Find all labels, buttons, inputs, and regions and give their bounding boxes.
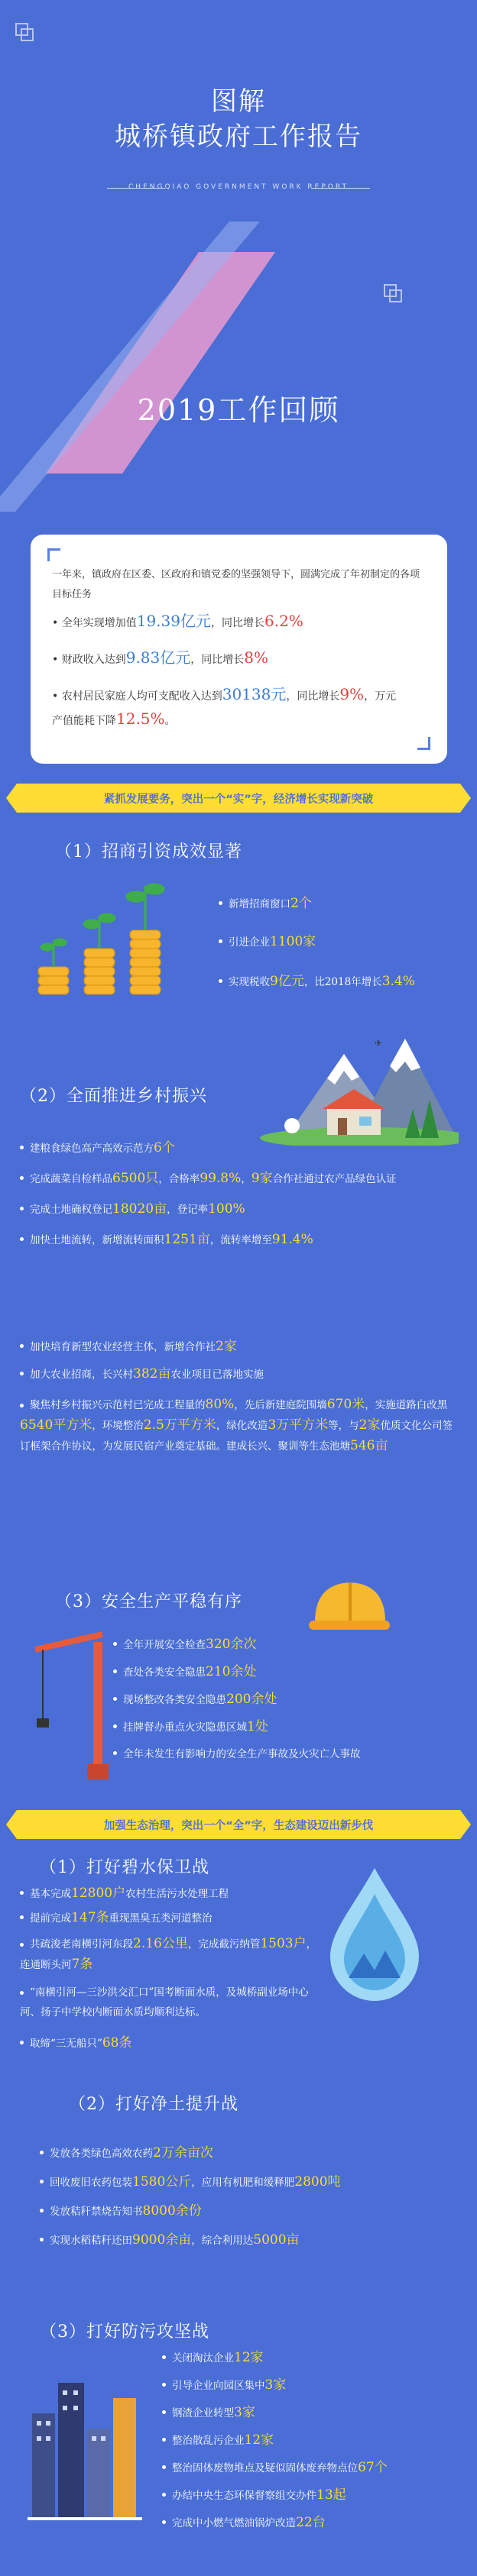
list-item: 引导企业向园区集中3家: [162, 2377, 286, 2394]
quote-mark-icon: [417, 737, 430, 750]
summary-line-2: • 财政收入达到9.83亿元，同比增长8%: [52, 648, 268, 667]
section-title-soil: （2）打好净土提升战: [69, 2095, 238, 2114]
list-item: 整治固体废物堆点及疑似固体废弃物点位67个: [162, 2459, 388, 2477]
quote-mark-icon: [47, 548, 60, 561]
list-item: “南横引河—三沙洪交汇口”国考断面水质，及城桥副业场中心河、扬子中学校内断面水质均顺利达标。: [20, 1986, 309, 2018]
list-item: 发放各类绿色高效农药2万余亩次: [40, 2145, 213, 2162]
list-item: 建粮食绿色高产高效示范方6个: [20, 1139, 175, 1157]
summary-card: [31, 535, 447, 764]
summary-intro: 一年来，镇政府在区委、区政府和镇党委的坚强领导下，圆满完成了年初制定的各项目标任务: [52, 569, 420, 600]
list-item: 基本完成12800户农村生活污水处理工程: [20, 1885, 229, 1902]
summary-line-1: • 全年实现增加值19.39亿元，同比增长6.2%: [52, 612, 303, 630]
list-item: 加快土地流转，新增流转面积1251亩，流转率增至91.4%: [20, 1231, 313, 1249]
list-item: 新增招商窗口2个: [219, 895, 312, 913]
list-item: 全年未发生有影响力的安全生产事故及火灾亡人事故: [113, 1746, 361, 1763]
city-buildings-icon: [28, 2368, 142, 2520]
year-review-title: 2019工作回顾: [137, 393, 340, 427]
list-item: 提前完成147条重现黑臭五类河道整治: [20, 1909, 212, 1927]
list-item: 完成蔬菜自检样品6500只，合格率99.8%，9家合作社通过农产品绿色认证: [20, 1170, 397, 1188]
list-item: 整治散乱污企业12家: [162, 2432, 274, 2449]
mountain-village-icon: [237, 1023, 459, 1146]
corner-decoration-icon: [15, 23, 32, 40]
list-item: 取缔“三无船只”68条: [20, 2035, 131, 2052]
list-item: 回收废旧农药包装1580公斤，应用有机肥和缓释肥2800吨: [40, 2174, 341, 2191]
list-item: 挂牌督办重点火灾隐患区域1处: [113, 1718, 268, 1736]
list-item: 引进企业1100家: [219, 933, 316, 951]
diagonal-stripes-decoration: [0, 221, 477, 512]
summary-line-3: • 农村居民家庭人均可支配收入达到30138元，同比增长9%，万元: [52, 685, 397, 703]
list-item: 实现水稻秸秆还田9000余亩，综合利用达5000亩: [40, 2232, 300, 2249]
svg-text:✈: ✈: [375, 1038, 383, 1049]
list-item: 发放秸秆禁烧告知书8000余份: [40, 2203, 202, 2220]
crane-icon: [28, 1627, 112, 1779]
list-item: 全年开展安全检查320余次: [113, 1636, 256, 1653]
list-item: 完成中小燃气燃油锅炉改造22台: [162, 2514, 326, 2532]
list-item: 完成土地确权登记18020亩，登记率100%: [20, 1201, 245, 1218]
list-item: 加大农业招商，长兴村382亩农业项目已落地实施: [20, 1366, 264, 1383]
page-title-line2: 城桥镇政府工作报告: [115, 121, 362, 152]
list-item: 现场整改各类安全隐患200余处: [113, 1691, 277, 1708]
list-item: 加快培育新型农业经营主体，新增合作社2家: [20, 1338, 237, 1356]
summary-line-4: 产值能耗下降12.5%。: [52, 709, 176, 728]
section-title-safety: （3）安全生产平稳有序: [55, 1592, 242, 1611]
rural-paragraph: 聚焦村乡村振兴示范村已完成工程量的80%，先后新建庭院围墙670米，实施道路白改黑6540平方米，环境整治2.5万平方米，绿化改造3万平方米等，与2家优质文化公司签订框架合作协议，为发展民宿产业奠定基础。建成长兴、聚训等生态池塘546亩: [20, 1397, 453, 1453]
section-banner-economy: 紧抓发展要务，突出一个“实”字，经济增长实现新突破: [17, 784, 460, 813]
section-title-pollution: （3）打好防污攻坚战: [40, 2322, 209, 2342]
page-subtitle: CHENGQIAO GOVERNMENT WORK REPORT: [128, 183, 349, 191]
list-item: 查处各类安全隐患210余处: [113, 1663, 256, 1681]
list-item: 钢渣企业转型3家: [162, 2404, 255, 2422]
section-banner-ecology: 加强生态治理，突出一个“全”字，生态建设迈出新步伐: [17, 1810, 460, 1839]
section-title-water: （1）打好碧水保卫战: [40, 1858, 209, 1877]
section-title-rural: （2）全面推进乡村振兴: [20, 1087, 207, 1106]
list-item: 实现税收9亿元，比2018年增长3.4%: [219, 973, 415, 991]
list-item: 办结中央生态环保督察组交办件13起: [162, 2487, 346, 2504]
list-item: 共疏浚老南横引河东段2.16公里，完成截污纳管1503户，连通断头河7条: [20, 1936, 317, 1972]
water-drop-icon: [321, 1863, 428, 2001]
hard-hat-icon: [306, 1575, 390, 1636]
page-title-line1: 图解: [211, 86, 266, 117]
section-title-investment: （1）招商引资成效显著: [55, 842, 242, 861]
list-item: 关闭淘汰企业12家: [162, 2349, 264, 2367]
coin-stacks-icon: [31, 871, 176, 1000]
